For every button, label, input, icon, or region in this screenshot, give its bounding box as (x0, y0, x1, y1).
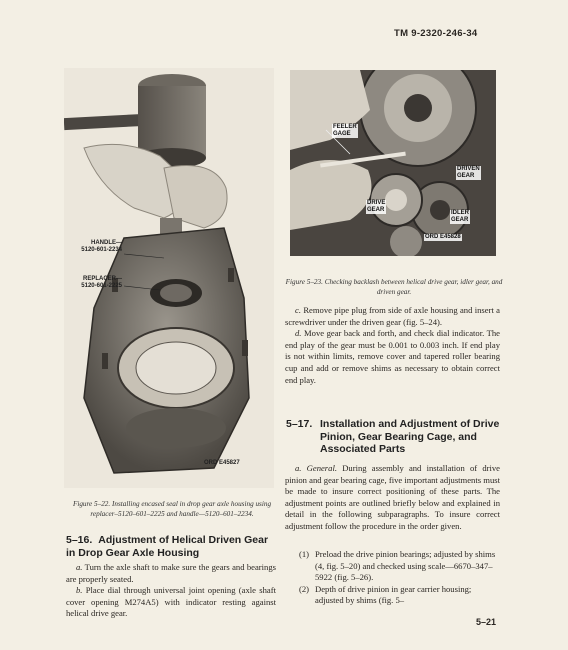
item-number: (2) (298, 583, 309, 594)
figure-5-23-caption: Figure 5–23. Checking backlash between helical drive gear, idler gear, and driven gear. (285, 278, 503, 296)
callout-line: GAGE (333, 131, 351, 137)
ord-label-right: ORD E45828 (425, 234, 461, 240)
paragraph-text: Place dial through universal joint opening (axle shaft cover opening M274A5) with indicator resting against helical drive gear. (66, 585, 276, 619)
paragraph-lead: General. (306, 463, 337, 473)
callout-line: DRIVEN (457, 166, 480, 172)
section-title: Installation and Adjustment of Drive Pinion, Gear Bearing Cage, and Associated Parts (320, 418, 500, 455)
paragraph-letter: b. (76, 585, 83, 596)
callout-line: 5120-601-2234 (81, 247, 122, 253)
paragraph-letter: c. (295, 305, 301, 315)
callout-line: REPLACER— (82, 276, 122, 282)
item-text: Preload the drive pinion bearings; adjusted by shims (4, fig. 5–20) and checked using scale—6670–347–5922 (fig. 5–26). (315, 549, 496, 583)
paragraph-a (66, 562, 276, 585)
item-number: (1) (298, 549, 309, 559)
idler-gear-callout (450, 210, 470, 224)
paragraph-letter: a. (295, 463, 302, 473)
callout-line: FEELER (333, 124, 357, 130)
paragraph-text: Remove pipe plug from side of axle housing and insert a screwdriver under the driven gear (fig. 5–24). (285, 305, 500, 327)
paragraph-letter: a. (76, 562, 83, 572)
paragraph-d (285, 328, 500, 386)
section-number: 5–16. (66, 534, 93, 546)
callout-line: GEAR (367, 207, 385, 213)
callout-line: 5120-601-2225 (81, 283, 122, 289)
section-5-16-continued (285, 305, 500, 386)
list-item (287, 584, 500, 607)
section-5-17-heading (286, 418, 502, 456)
callout-line: IDLER (451, 210, 469, 216)
section-title: Adjustment of Helical Driven Gear in Drop Gear Axle Housing (66, 534, 269, 559)
figure-5-22-photo (64, 68, 274, 488)
handle-callout (66, 240, 122, 254)
paragraph-text: Move gear back and forth, and check dial indicator. The end play of the gear must be 0.001 to 0.003 inch. If end play is not within limits, remove cover and tapered roller bearing cup and add or remove shims as necessary to obtain correct end play. (285, 328, 500, 385)
paragraph-text: Turn the axle shaft to make sure the gears and bearings are properly seated. (66, 562, 276, 584)
paragraph-c (285, 305, 500, 328)
drive-gear-callout (366, 200, 386, 214)
replacer-callout (66, 276, 122, 290)
section-5-17-body (285, 463, 500, 533)
item-text: Depth of drive pinion in gear carrier housing; adjusted by shims (fig. 5– (315, 583, 472, 606)
callout-line: DRIVE (367, 200, 386, 206)
feeler-gage-callout (332, 124, 358, 138)
callout-line: GEAR (457, 173, 475, 179)
callout-line: HANDLE— (91, 240, 122, 246)
gear-backlash-illustration (290, 70, 496, 256)
section-5-16-heading (66, 534, 280, 559)
section-number: 5–17. (286, 418, 313, 430)
ord-label-left: ORD E45827 (204, 460, 240, 466)
paragraph-b (66, 585, 276, 620)
page-number: 5–21 (476, 617, 497, 627)
driven-gear-callout (456, 166, 481, 180)
section-5-16-body (66, 562, 276, 620)
paragraph-letter: d. (295, 328, 302, 339)
paragraph-a-general (285, 463, 500, 533)
figure-5-22-caption: Figure 5–22. Installing encased seal in drop gear axle housing using replacer–5120–601–2225 and handle—5120–601–2234. (72, 500, 272, 518)
adjustment-list (287, 549, 500, 607)
callout-line: GEAR (451, 217, 469, 223)
figure-5-23-photo (290, 70, 496, 256)
paragraph-text: During assembly and installation of drive pinion and gear bearing cage, five important adjustments must be made to insure correct positioning of these parts. The adjustment points are outlined briefly below and explained in detail in the following subparagraphs. To insure correct adjustment follow the procedure in the order given. (285, 463, 500, 531)
tm-number: TM 9-2320-246-34 (394, 28, 478, 39)
list-item (287, 549, 500, 584)
